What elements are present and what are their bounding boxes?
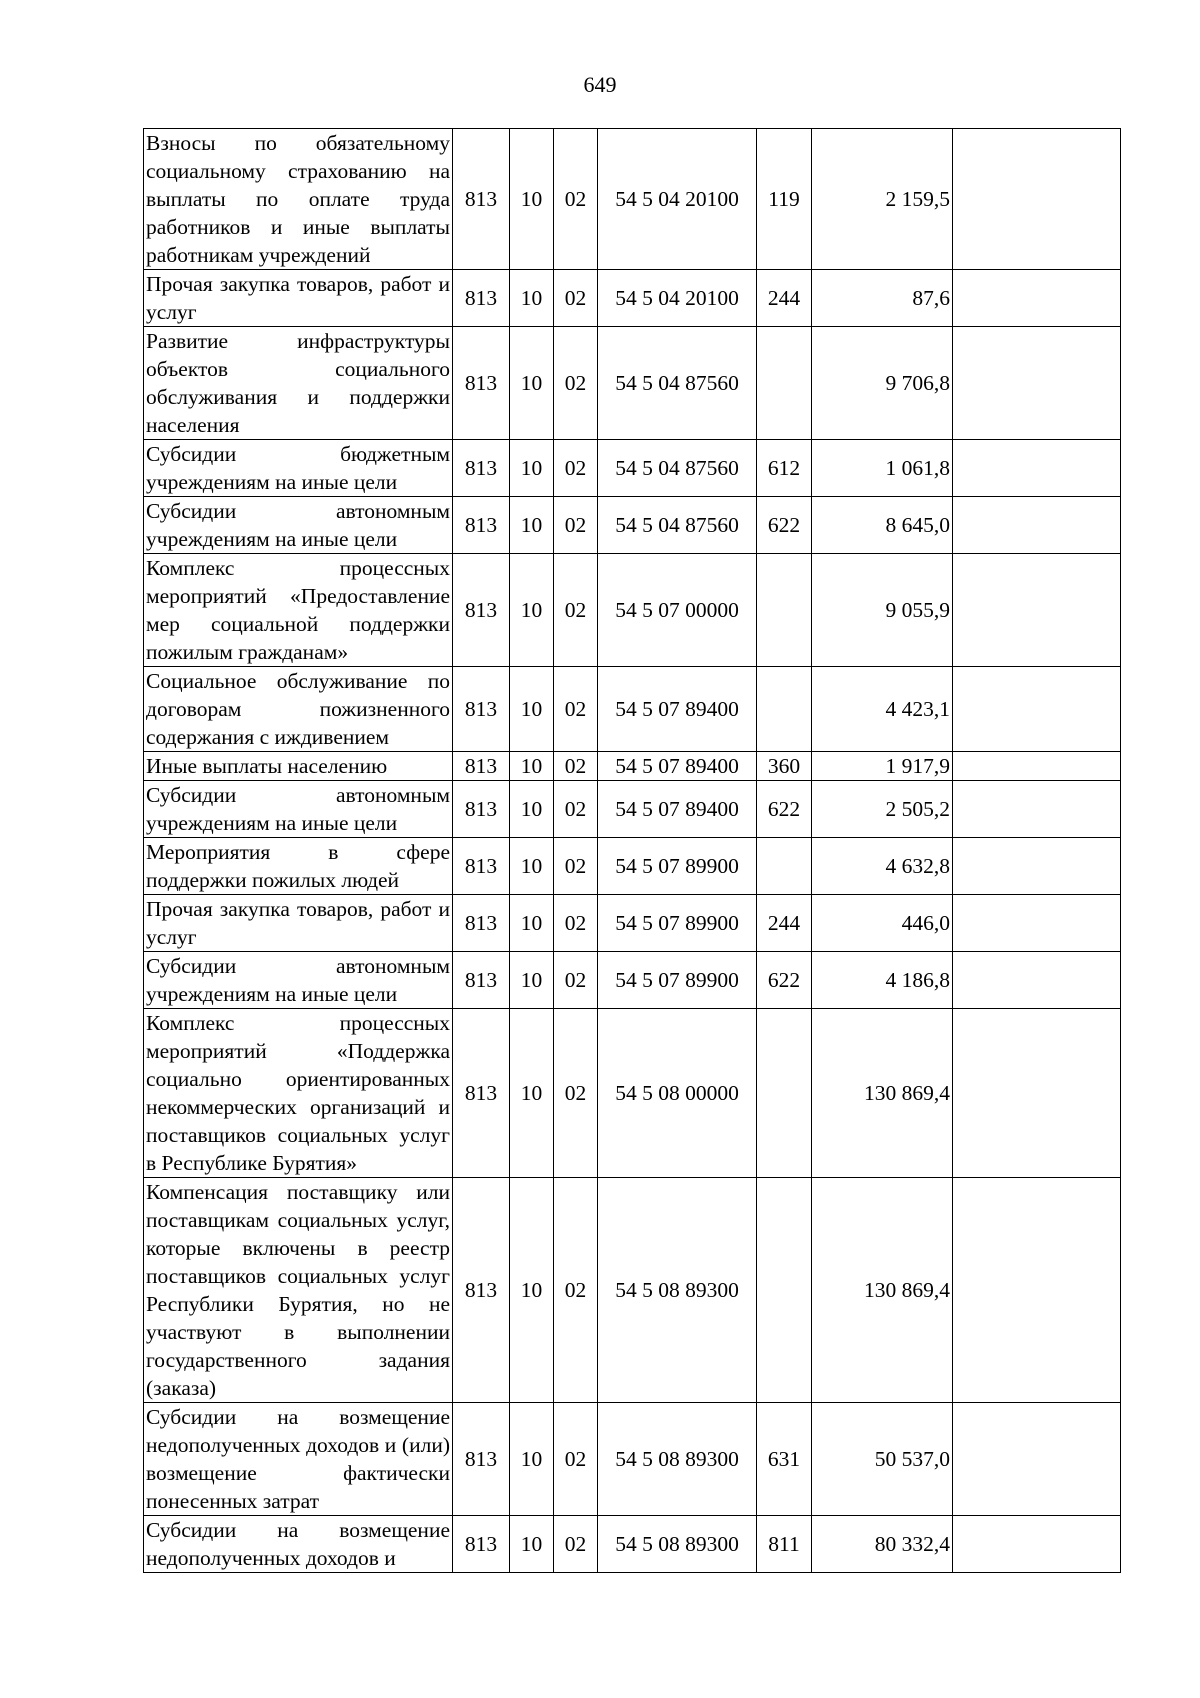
- row-name-cell: Субсидии автономным учреждениям на иные цели: [144, 781, 453, 838]
- expense-type-cell: 622: [757, 781, 812, 838]
- subsection-code-cell: 02: [554, 895, 598, 952]
- expense-type-cell: [757, 1009, 812, 1178]
- target-article-cell: 54 5 07 89900: [598, 952, 757, 1009]
- empty-column-cell: [953, 554, 1121, 667]
- admin-code-cell: 813: [453, 554, 510, 667]
- empty-column-cell: [953, 1403, 1121, 1516]
- amount-cell: 1 061,8: [812, 440, 953, 497]
- table-row: [144, 1178, 1121, 1403]
- table-row: [144, 1009, 1121, 1178]
- target-article-cell: 54 5 04 87560: [598, 327, 757, 440]
- section-code-cell: 10: [510, 1009, 554, 1178]
- amount-cell: 446,0: [812, 895, 953, 952]
- expense-type-cell: 244: [757, 895, 812, 952]
- amount-cell: 87,6: [812, 270, 953, 327]
- table-row: [144, 1516, 1121, 1573]
- empty-column-cell: [953, 270, 1121, 327]
- empty-column-cell: [953, 129, 1121, 270]
- empty-column-cell: [953, 752, 1121, 781]
- empty-column-cell: [953, 327, 1121, 440]
- subsection-code-cell: 02: [554, 327, 598, 440]
- table-row: [144, 270, 1121, 327]
- row-name-cell: Взносы по обязательному социальному страхованию на выплаты по оплате труда работников и иные выплаты работникам учреждений: [144, 129, 453, 270]
- expense-type-cell: [757, 667, 812, 752]
- expense-type-cell: [757, 1178, 812, 1403]
- section-code-cell: 10: [510, 952, 554, 1009]
- row-name-cell: Комплекс процессных мероприятий «Поддержка социально ориентированных некоммерческих организаций и поставщиков социальных услуг в Республике Бурятия»: [144, 1009, 453, 1178]
- admin-code-cell: 813: [453, 1403, 510, 1516]
- row-name-cell: Иные выплаты населению: [144, 752, 453, 781]
- admin-code-cell: 813: [453, 270, 510, 327]
- section-code-cell: 10: [510, 327, 554, 440]
- amount-cell: 9 706,8: [812, 327, 953, 440]
- amount-cell: 8 645,0: [812, 497, 953, 554]
- row-name-cell: Субсидии на возмещение недополученных доходов и (или) возмещение фактически понесенных затрат: [144, 1403, 453, 1516]
- amount-cell: 1 917,9: [812, 752, 953, 781]
- target-article-cell: 54 5 08 89300: [598, 1403, 757, 1516]
- target-article-cell: 54 5 07 89900: [598, 895, 757, 952]
- row-name-cell: Компенсация поставщику или поставщикам социальных услуг, которые включены в реестр поставщиков социальных услуг Республики Бурятия, но не участвуют в выполнении государственного задания (заказа): [144, 1178, 453, 1403]
- target-article-cell: 54 5 04 87560: [598, 440, 757, 497]
- admin-code-cell: 813: [453, 129, 510, 270]
- empty-column-cell: [953, 781, 1121, 838]
- section-code-cell: 10: [510, 1178, 554, 1403]
- admin-code-cell: 813: [453, 497, 510, 554]
- target-article-cell: 54 5 07 89400: [598, 752, 757, 781]
- row-name-cell: Субсидии бюджетным учреждениям на иные цели: [144, 440, 453, 497]
- target-article-cell: 54 5 08 00000: [598, 1009, 757, 1178]
- empty-column-cell: [953, 838, 1121, 895]
- section-code-cell: 10: [510, 781, 554, 838]
- admin-code-cell: 813: [453, 752, 510, 781]
- admin-code-cell: 813: [453, 952, 510, 1009]
- expense-type-cell: 612: [757, 440, 812, 497]
- subsection-code-cell: 02: [554, 270, 598, 327]
- table-row: [144, 781, 1121, 838]
- admin-code-cell: 813: [453, 1178, 510, 1403]
- target-article-cell: 54 5 04 20100: [598, 129, 757, 270]
- expense-type-cell: 622: [757, 952, 812, 1009]
- table-row: [144, 1403, 1121, 1516]
- empty-column-cell: [953, 667, 1121, 752]
- empty-column-cell: [953, 497, 1121, 554]
- target-article-cell: 54 5 04 20100: [598, 270, 757, 327]
- table-row: [144, 554, 1121, 667]
- subsection-code-cell: 02: [554, 554, 598, 667]
- section-code-cell: 10: [510, 667, 554, 752]
- subsection-code-cell: 02: [554, 1009, 598, 1178]
- section-code-cell: 10: [510, 129, 554, 270]
- subsection-code-cell: 02: [554, 781, 598, 838]
- amount-cell: 4 632,8: [812, 838, 953, 895]
- amount-cell: 80 332,4: [812, 1516, 953, 1573]
- row-name-cell: Социальное обслуживание по договорам пожизненного содержания с иждивением: [144, 667, 453, 752]
- expense-type-cell: 119: [757, 129, 812, 270]
- amount-cell: 4 423,1: [812, 667, 953, 752]
- section-code-cell: 10: [510, 497, 554, 554]
- expense-type-cell: [757, 838, 812, 895]
- expense-type-cell: 622: [757, 497, 812, 554]
- amount-cell: 50 537,0: [812, 1403, 953, 1516]
- subsection-code-cell: 02: [554, 1516, 598, 1573]
- subsection-code-cell: 02: [554, 1178, 598, 1403]
- amount-cell: 130 869,4: [812, 1178, 953, 1403]
- table-row: [144, 752, 1121, 781]
- subsection-code-cell: 02: [554, 752, 598, 781]
- amount-cell: 2 505,2: [812, 781, 953, 838]
- table-row: [144, 129, 1121, 270]
- target-article-cell: 54 5 08 89300: [598, 1178, 757, 1403]
- admin-code-cell: 813: [453, 1516, 510, 1573]
- empty-column-cell: [953, 952, 1121, 1009]
- table-row: [144, 952, 1121, 1009]
- expense-type-cell: 244: [757, 270, 812, 327]
- amount-cell: 9 055,9: [812, 554, 953, 667]
- expense-type-cell: [757, 554, 812, 667]
- target-article-cell: 54 5 07 00000: [598, 554, 757, 667]
- admin-code-cell: 813: [453, 667, 510, 752]
- amount-cell: 4 186,8: [812, 952, 953, 1009]
- row-name-cell: Комплекс процессных мероприятий «Предоставление мер социальной поддержки пожилым гражданам»: [144, 554, 453, 667]
- section-code-cell: 10: [510, 270, 554, 327]
- table-body: [144, 129, 1121, 1573]
- subsection-code-cell: 02: [554, 1403, 598, 1516]
- target-article-cell: 54 5 07 89400: [598, 781, 757, 838]
- admin-code-cell: 813: [453, 440, 510, 497]
- subsection-code-cell: 02: [554, 440, 598, 497]
- admin-code-cell: 813: [453, 1009, 510, 1178]
- admin-code-cell: 813: [453, 327, 510, 440]
- expense-type-cell: 631: [757, 1403, 812, 1516]
- section-code-cell: 10: [510, 838, 554, 895]
- amount-cell: 2 159,5: [812, 129, 953, 270]
- subsection-code-cell: 02: [554, 129, 598, 270]
- subsection-code-cell: 02: [554, 952, 598, 1009]
- row-name-cell: Субсидии автономным учреждениям на иные цели: [144, 497, 453, 554]
- page-number: 649: [583, 72, 617, 97]
- empty-column-cell: [953, 895, 1121, 952]
- subsection-code-cell: 02: [554, 497, 598, 554]
- target-article-cell: 54 5 08 89300: [598, 1516, 757, 1573]
- row-name-cell: Прочая закупка товаров, работ и услуг: [144, 270, 453, 327]
- admin-code-cell: 813: [453, 838, 510, 895]
- section-code-cell: 10: [510, 895, 554, 952]
- table-row: [144, 895, 1121, 952]
- table-row: [144, 497, 1121, 554]
- target-article-cell: 54 5 07 89900: [598, 838, 757, 895]
- empty-column-cell: [953, 440, 1121, 497]
- subsection-code-cell: 02: [554, 667, 598, 752]
- section-code-cell: 10: [510, 1403, 554, 1516]
- empty-column-cell: [953, 1516, 1121, 1573]
- row-name-cell: Субсидии автономным учреждениям на иные цели: [144, 952, 453, 1009]
- empty-column-cell: [953, 1178, 1121, 1403]
- expense-type-cell: 811: [757, 1516, 812, 1573]
- table-row: [144, 838, 1121, 895]
- section-code-cell: 10: [510, 554, 554, 667]
- row-name-cell: Мероприятия в сфере поддержки пожилых людей: [144, 838, 453, 895]
- admin-code-cell: 813: [453, 895, 510, 952]
- section-code-cell: 10: [510, 440, 554, 497]
- table-row: [144, 440, 1121, 497]
- table-row: [144, 327, 1121, 440]
- budget-table: [143, 128, 1121, 1573]
- section-code-cell: 10: [510, 1516, 554, 1573]
- expense-type-cell: 360: [757, 752, 812, 781]
- row-name-cell: Субсидии на возмещение недополученных доходов и: [144, 1516, 453, 1573]
- empty-column-cell: [953, 1009, 1121, 1178]
- row-name-cell: Развитие инфраструктуры объектов социального обслуживания и поддержки населения: [144, 327, 453, 440]
- row-name-cell: Прочая закупка товаров, работ и услуг: [144, 895, 453, 952]
- section-code-cell: 10: [510, 752, 554, 781]
- expense-type-cell: [757, 327, 812, 440]
- subsection-code-cell: 02: [554, 838, 598, 895]
- target-article-cell: 54 5 07 89400: [598, 667, 757, 752]
- target-article-cell: 54 5 04 87560: [598, 497, 757, 554]
- admin-code-cell: 813: [453, 781, 510, 838]
- amount-cell: 130 869,4: [812, 1009, 953, 1178]
- table-row: [144, 667, 1121, 752]
